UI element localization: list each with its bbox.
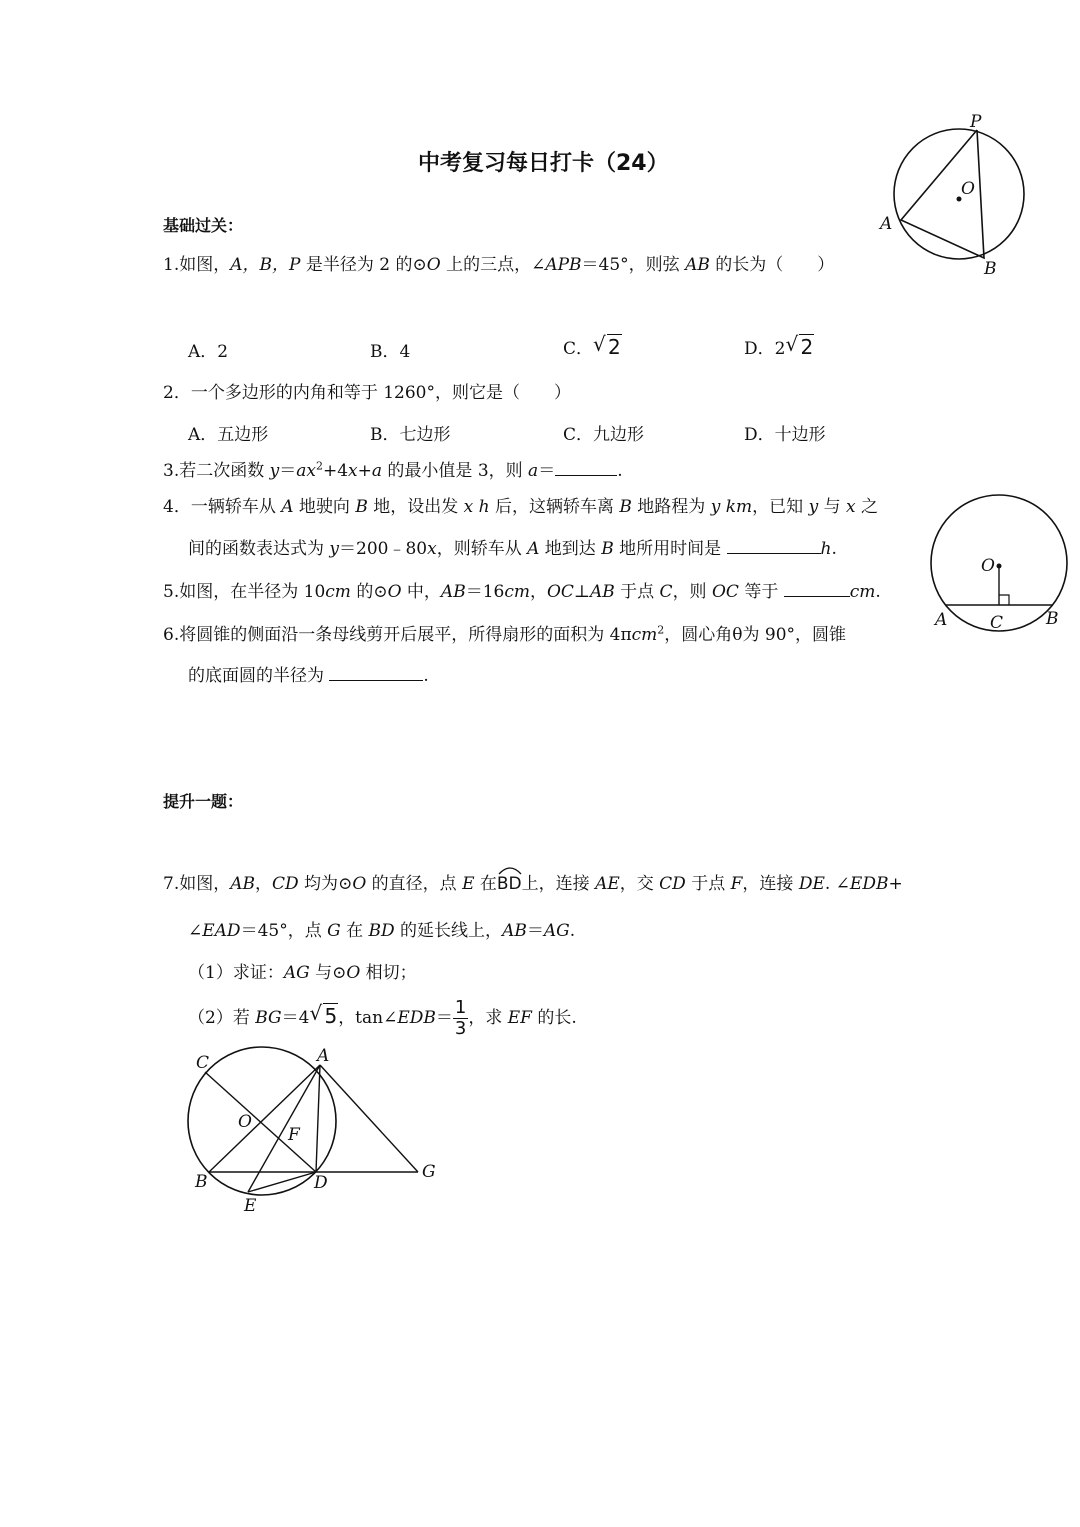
question-2: 2．一个多边形的内角和等于 1260°，则它是（ ） xyxy=(163,383,571,403)
question-7-line-2: ∠EAD＝45°，点 G 在 BD 的延长线上，AB＝AG. xyxy=(188,921,576,941)
diameter-cd xyxy=(205,1072,316,1172)
label-c: C xyxy=(990,613,1004,633)
label-e: E xyxy=(244,1196,257,1216)
q1-option-b: B．4 xyxy=(370,342,411,362)
question-3: 3.若二次函数 $y=ax^2+4x+a$ 的最小值是 3，则 a＝ . xyxy=(163,459,623,481)
right-angle-mark xyxy=(999,595,1009,605)
fraction: $\frac{1}{3}$ xyxy=(454,997,467,1039)
section-advanced-heading: 提升一题： xyxy=(163,792,244,811)
label-b: B xyxy=(984,259,997,279)
label-d: D xyxy=(314,1173,328,1193)
question-6-line-1: 6.将圆锥的侧面沿一条母线剪开后展平，所得扇形的面积为 4πcm$^2$，圆心角θ为 90°，圆锥 xyxy=(163,623,847,645)
label-a: A xyxy=(935,610,948,630)
answer-blank[interactable] xyxy=(555,461,617,476)
segment-ae xyxy=(248,1065,320,1192)
figure-2-circle-chord xyxy=(925,488,1070,638)
question-7-part-2: （2）若 BG＝4 √ 5，tan∠EDB＝ $\frac{1}{3}$ ，求 EF 的长. xyxy=(188,997,577,1039)
segment-ag xyxy=(320,1065,418,1172)
q2-option-d: D．十边形 xyxy=(744,425,826,445)
center-point xyxy=(997,564,1002,569)
answer-blank[interactable] xyxy=(784,582,850,597)
label-b: B xyxy=(1046,609,1059,629)
figure-3-q7 xyxy=(185,1045,450,1225)
q2-option-b: B．七边形 xyxy=(370,425,451,445)
question-1: 1.如图，A，B，P 是半径为 2 的⊙O 上的三点，∠APB＝45°，则弦 AB 的长为（ ） xyxy=(163,255,835,275)
q1-option-a: A．2 xyxy=(188,342,229,362)
arc-bd: BD xyxy=(497,874,522,894)
circle-o xyxy=(894,129,1024,259)
question-6-line-2: 的底面圆的半径为 . xyxy=(188,666,429,686)
sqrt-symbol: √ 2 xyxy=(785,332,814,359)
page-title: 中考复习每日打卡（24） xyxy=(418,151,669,176)
diameter-ab xyxy=(209,1065,320,1172)
question-7-part-1: （1）求证：AG 与⊙O 相切； xyxy=(188,963,417,983)
figure-1-circle-apb xyxy=(870,110,1045,285)
label-a: A xyxy=(317,1046,330,1066)
sqrt-symbol: √ 2 xyxy=(593,332,621,359)
question-4-line-1: 4．一辆轿车从 A 地驶向 B 地，设出发 x h 后，这辆轿车离 B 地路程为 y km，已知 y 与 x 之 xyxy=(163,497,878,517)
label-o: O xyxy=(238,1112,252,1132)
answer-blank[interactable] xyxy=(329,666,423,681)
q1-option-c: C． √ 2 xyxy=(563,332,621,359)
question-7-line-1: 7.如图，AB，CD 均为⊙O 的直径，点 E 在 BD上，连接 AE，交 CD 于点 F，连接 DE. ∠EDB+ xyxy=(163,869,903,894)
label-f: F xyxy=(288,1125,300,1145)
label-o: O xyxy=(981,556,995,576)
segment-ad xyxy=(316,1065,320,1172)
question-4-line-2: 间的函数表达式为 y＝200﹣80x，则轿车从 A 地到达 B 地所用时间是 h. xyxy=(188,539,837,559)
answer-blank[interactable] xyxy=(727,539,821,554)
label-a: A xyxy=(880,214,893,234)
label-o: O xyxy=(961,179,975,199)
question-5: 5.如图，在半径为 10cm 的⊙O 中，AB＝16cm，OC⊥AB 于点 C，则 OC 等于 cm. xyxy=(163,582,881,602)
q2-option-c: C．九边形 xyxy=(563,425,645,445)
label-p: P xyxy=(970,112,982,132)
label-g: G xyxy=(422,1162,436,1182)
label-c: C xyxy=(196,1053,210,1073)
sqrt-symbol: √ 5 xyxy=(309,1001,338,1028)
section-basic-heading: 基础过关： xyxy=(163,216,244,235)
q1-option-d: D．2 √ 2 xyxy=(744,332,814,359)
q2-option-a: A．五边形 xyxy=(188,425,269,445)
label-b: B xyxy=(195,1172,208,1192)
